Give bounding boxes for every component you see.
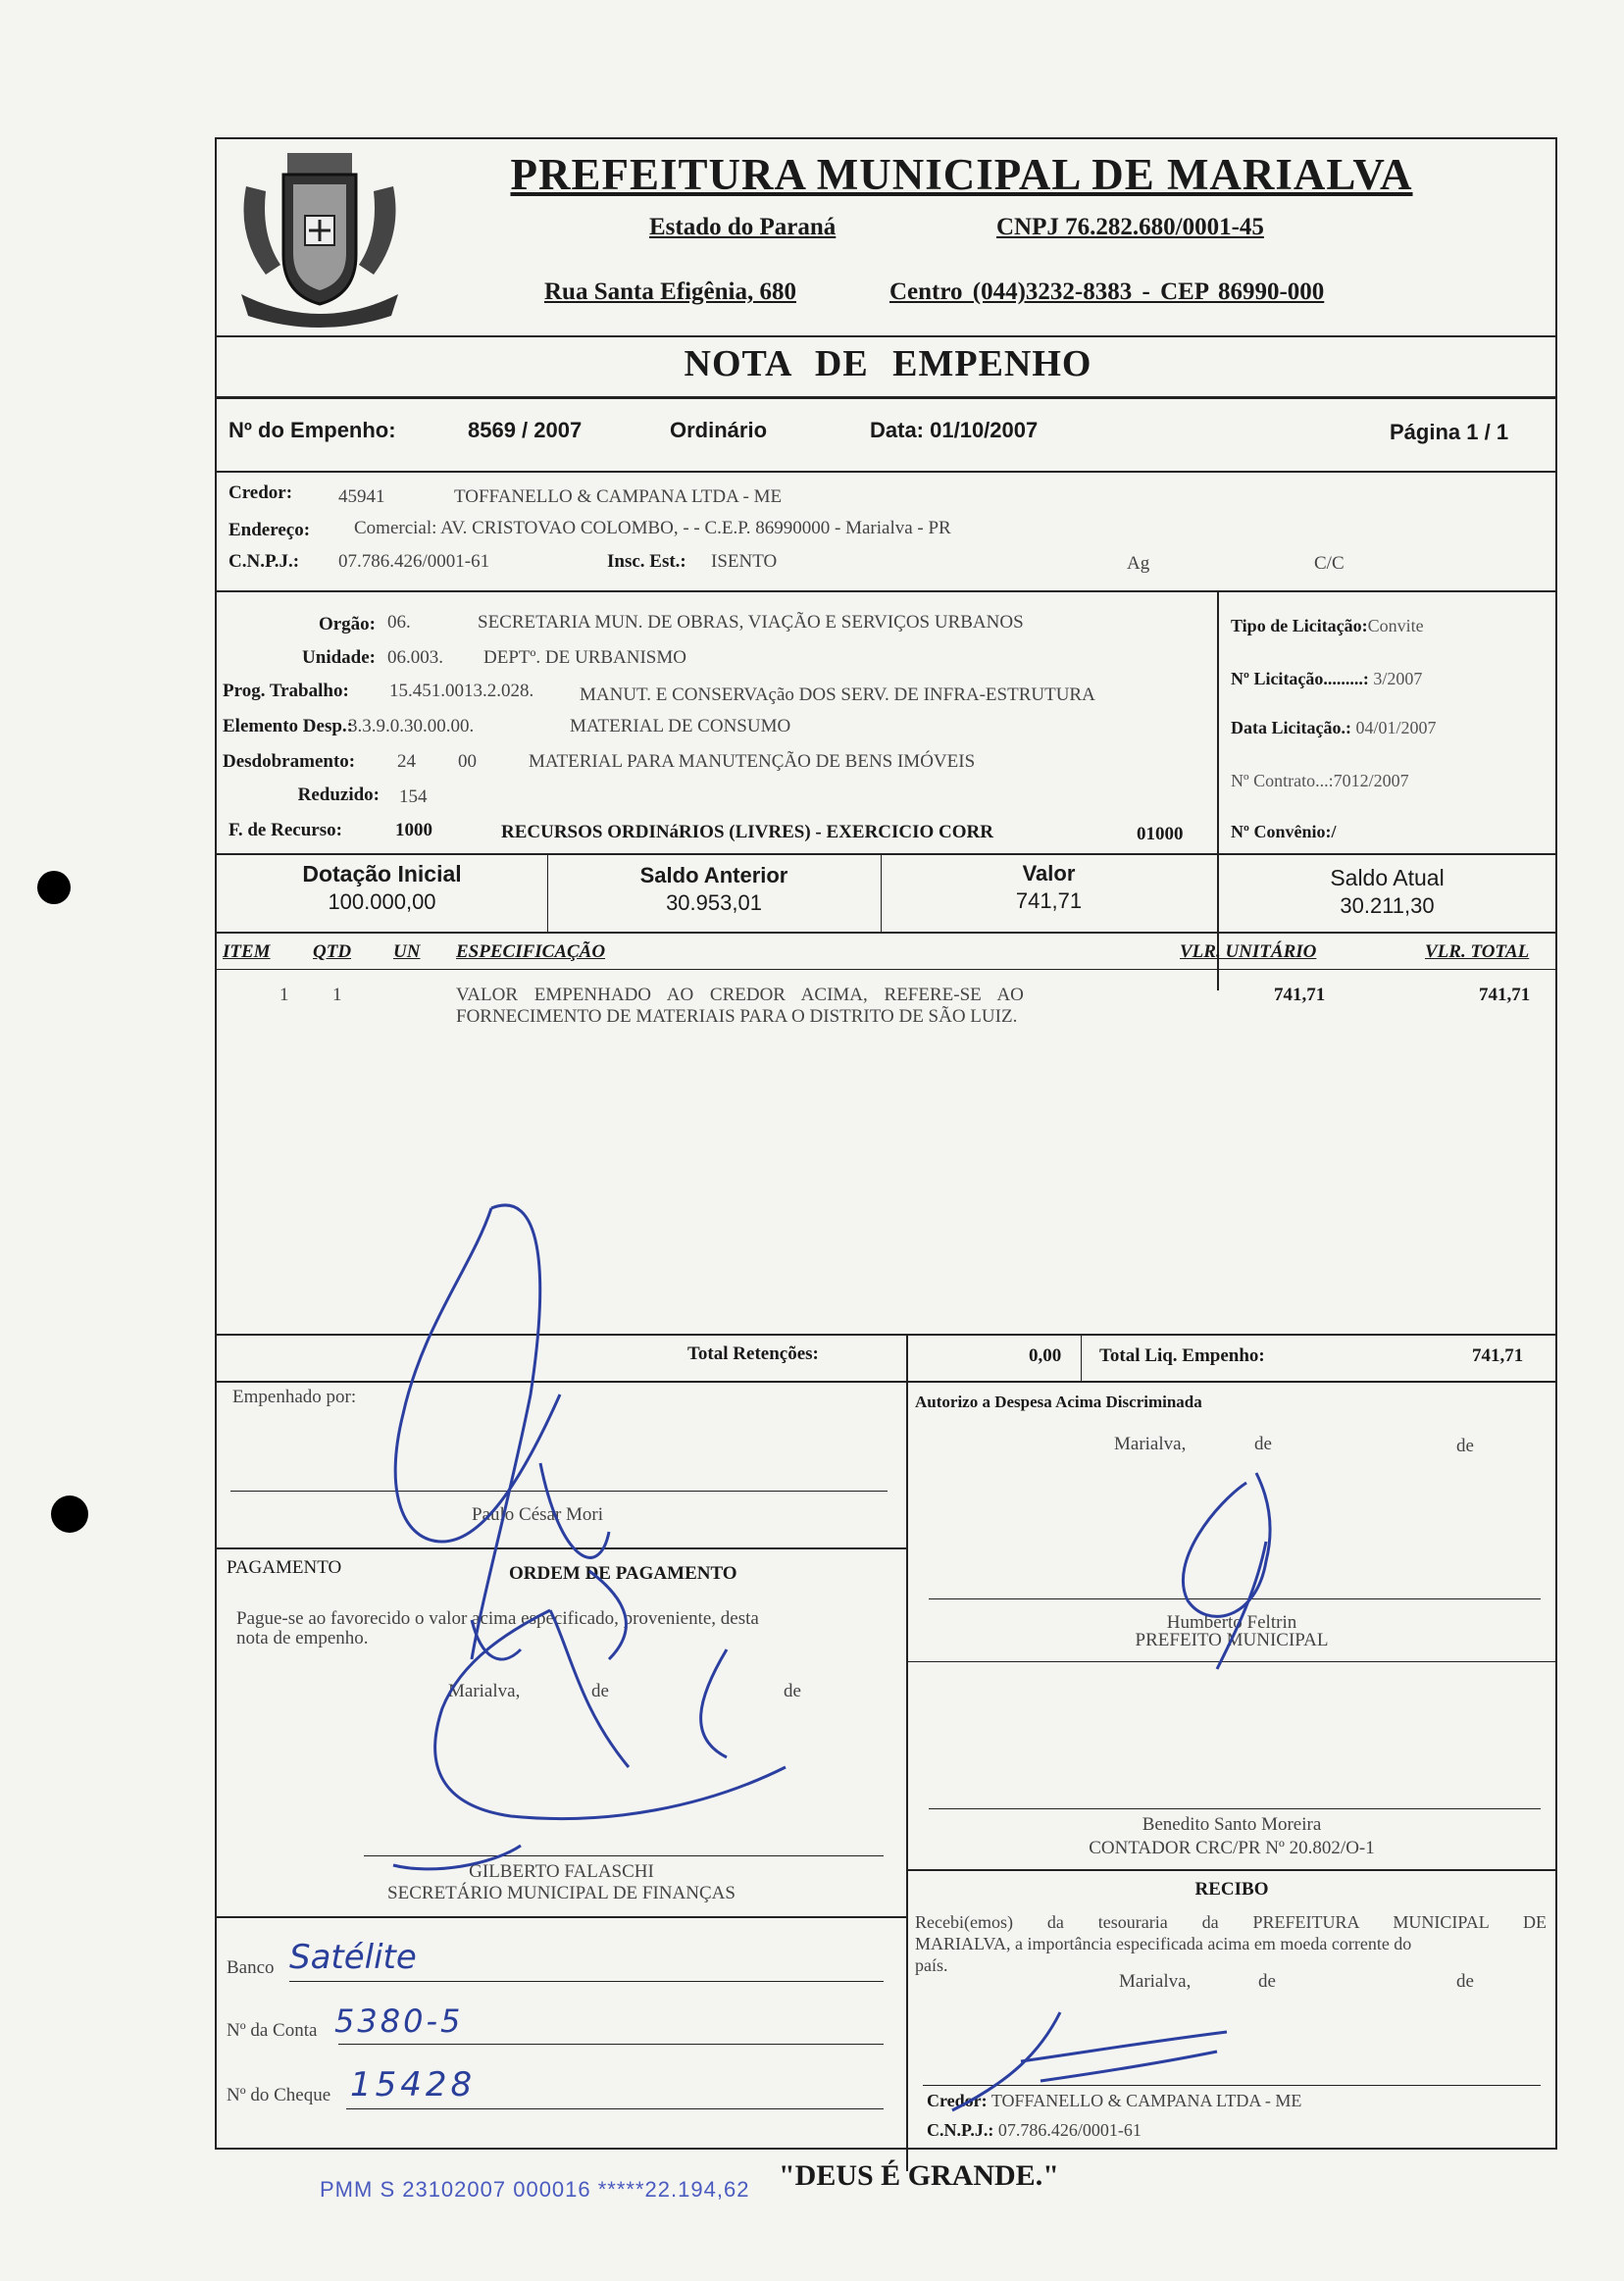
autorizo-de-2: de xyxy=(1456,1436,1474,1456)
nota-de-empenho-form xyxy=(215,137,1557,2150)
document-title: NOTA DE EMPENHO xyxy=(684,343,1092,384)
total-liquido-label: Total Liq. Empenho: xyxy=(1099,1345,1265,1366)
recibo-place: Marialva, xyxy=(1119,1971,1192,1992)
col-vlr-total-header: VLR. TOTAL xyxy=(1425,941,1530,962)
col-especificacao-header: ESPECIFICAÇÃO xyxy=(456,941,606,962)
item-description-line-1: VALOR EMPENHADO AO CREDOR ACIMA, REFERE-SE AO xyxy=(456,985,1024,1005)
municipality-contact: Centro (044)3232-8383 - CEP 86990-000 xyxy=(889,279,1325,305)
elemento-label: Elemento Desp.: xyxy=(223,716,353,736)
empenhado-por-name: Paulo César Mori xyxy=(472,1504,604,1525)
item-qtd: 1 xyxy=(332,985,342,1005)
credor-address: Comercial: AV. CRISTOVAO COLOMBO, - - C.E.P. 86990000 - Marialva - PR xyxy=(354,518,951,538)
total-liquido-value: 741,71 xyxy=(1472,1345,1524,1366)
table-row xyxy=(217,985,1557,1043)
pague-se-line-2: nota de empenho. xyxy=(236,1628,369,1648)
credor-cnpj-label: C.N.P.J.: xyxy=(228,551,300,572)
banco-label: Banco xyxy=(227,1957,275,1978)
elemento-code: 3.3.9.0.30.00.00. xyxy=(348,716,475,736)
orgao-code: 06. xyxy=(387,612,411,633)
insc-value: ISENTO xyxy=(711,551,778,572)
item-number: 1 xyxy=(279,985,289,1005)
page-indicator: Página 1 / 1 xyxy=(1390,420,1509,444)
secretario-title: SECRETÁRIO MUNICIPAL DE FINANÇAS xyxy=(387,1883,736,1903)
unidade-label: Unidade: xyxy=(302,647,376,668)
desdobramento-b: 00 xyxy=(458,751,477,772)
banco-value: Satélite xyxy=(289,1938,417,1977)
desdobramento-name: MATERIAL PARA MANUTENÇÃO DE BENS IMÓVEIS xyxy=(529,751,976,772)
recibo-line-1: Recebi(emos) da tesouraria da PREFEITURA MUNICIPAL DE xyxy=(915,1912,1547,1932)
signature-gilberto-falaschi xyxy=(315,1512,825,1885)
secretario-name: GILBERTO FALASCHI xyxy=(469,1861,654,1882)
item-total-value: 741,71 xyxy=(1479,985,1531,1005)
credor-name: TOFFANELLO & CAMPANA LTDA - ME xyxy=(454,486,783,507)
recibo-de-1: de xyxy=(1258,1971,1276,1992)
col-un-header: UN xyxy=(393,941,421,962)
pague-se-line-1: Pague-se ao favorecido o valor acima especificado, proveniente, desta xyxy=(236,1608,759,1629)
reduzido-value: 154 xyxy=(399,786,428,807)
desdobramento-a: 24 xyxy=(397,751,416,772)
ordem-de-2: de xyxy=(784,1681,801,1701)
numero-licitacao: Nº Licitação.........: 3/2007 xyxy=(1231,669,1423,688)
saldo-atual: Saldo Atual 30.211,30 xyxy=(1330,865,1445,918)
orgao-label: Orgão: xyxy=(318,614,376,634)
footer-motto: "DEUS É GRANDE." xyxy=(779,2159,1059,2192)
prefeito-name: Humberto Feltrin xyxy=(1166,1612,1297,1633)
empenho-number-label: Nº do Empenho: xyxy=(228,418,396,442)
credor-cnpj: 07.786.426/0001-61 xyxy=(338,551,490,572)
prefeito-title: PREFEITO MUNICIPAL xyxy=(1135,1630,1329,1650)
empenho-date: Data: 01/10/2007 xyxy=(870,418,1039,442)
recibo-de-2: de xyxy=(1456,1971,1474,1992)
signature-humberto-feltrin xyxy=(1148,1444,1345,1679)
total-retencoes-value: 0,00 xyxy=(1029,1345,1062,1366)
prog-code: 15.451.0013.2.028. xyxy=(389,681,534,701)
prog-label: Prog. Trabalho: xyxy=(223,681,349,701)
recibo-cnpj: C.N.P.J.: 07.786.426/0001-61 xyxy=(927,2120,1142,2140)
contador-name: Benedito Santo Moreira xyxy=(1142,1814,1322,1835)
signature-credor xyxy=(933,1993,1246,2130)
recurso-name: RECURSOS ORDINáRIOS (LIVRES) - EXERCICIO CORR xyxy=(501,822,993,842)
recibo-line-3: país. xyxy=(915,1955,948,1975)
col-vlr-unitario-header: VLR. UNITÁRIO xyxy=(1180,941,1317,962)
pagamento-label: PAGAMENTO xyxy=(227,1557,342,1578)
unidade-name: DEPTº. DE URBANISMO xyxy=(483,647,686,668)
ordem-de-1: de xyxy=(591,1681,609,1701)
empenho-number: 8569 / 2007 xyxy=(468,418,583,442)
conta-value: 5380-5 xyxy=(334,2002,464,2040)
item-unit-value: 741,71 xyxy=(1274,985,1326,1005)
recurso-code: 1000 xyxy=(395,820,432,840)
municipality-address: Rua Santa Efigênia, 680 xyxy=(544,279,796,305)
treasury-stamp: PMM S 23102007 000016 *****22.194,62 xyxy=(320,2177,750,2202)
cheque-label: Nº do Cheque xyxy=(227,2085,331,2105)
orgao-name: SECRETARIA MUN. DE OBRAS, VIAÇÃO E SERVIÇOS URBANOS xyxy=(478,612,1024,633)
agency-label: Ag xyxy=(1127,553,1150,574)
contador-title: CONTADOR CRC/PR Nº 20.802/O-1 xyxy=(1089,1838,1375,1858)
numero-contrato: Nº Contrato...:7012/2007 xyxy=(1231,771,1409,790)
item-description-line-2: FORNECIMENTO DE MATERIAIS PARA O DISTRITO DE SÃO LUIZ. xyxy=(456,1006,1018,1027)
recibo-credor: Credor: TOFFANELLO & CAMPANA LTDA - ME xyxy=(927,2091,1302,2110)
state-name: Estado do Paraná xyxy=(649,214,837,240)
saldo-dotacao-inicial: Dotação Inicial 100.000,00 xyxy=(302,861,462,914)
punch-hole-bottom xyxy=(51,1495,88,1533)
tipo-licitacao: Tipo de Licitação:Convite xyxy=(1231,616,1424,635)
empenho-type: Ordinário xyxy=(670,418,768,442)
recibo-title: RECIBO xyxy=(1194,1879,1269,1900)
autorizo-de-1: de xyxy=(1254,1434,1272,1454)
recibo-line-2: MARIALVA, a importância especificada acima em moeda corrente do xyxy=(915,1934,1412,1953)
conta-label: Nº da Conta xyxy=(227,2020,318,2041)
account-label: C/C xyxy=(1314,553,1345,574)
data-licitacao: Data Licitação.: 04/01/2007 xyxy=(1231,718,1437,737)
empenhado-por-label: Empenhado por: xyxy=(232,1387,357,1407)
numero-convenio: Nº Convênio:/ xyxy=(1231,822,1337,841)
insc-label: Insc. Est.: xyxy=(607,551,686,572)
col-qtd-header: QTD xyxy=(313,941,352,962)
prog-name: MANUT. E CONSERVAção DOS SERV. DE INFRA-ESTRUTURA xyxy=(580,684,1095,705)
municipality-title: PREFEITURA MUNICIPAL DE MARIALVA xyxy=(510,150,1413,199)
total-retencoes-label: Total Retenções: xyxy=(687,1343,819,1364)
saldo-anterior: Saldo Anterior 30.953,01 xyxy=(639,863,788,915)
unidade-code: 06.003. xyxy=(387,647,443,668)
ordem-place: Marialva, xyxy=(448,1681,521,1701)
recurso-number: 01000 xyxy=(1137,824,1184,844)
elemento-name: MATERIAL DE CONSUMO xyxy=(570,716,791,736)
reduzido-label: Reduzido: xyxy=(297,785,380,805)
endereco-label: Endereço: xyxy=(228,520,311,540)
municipality-cnpj: CNPJ 76.282.680/0001-45 xyxy=(996,214,1264,240)
col-item-header: ITEM xyxy=(223,941,271,962)
punch-hole-top xyxy=(37,871,71,904)
credor-label: Credor: xyxy=(228,482,293,503)
autorizo-label: Autorizo a Despesa Acima Discriminada xyxy=(915,1393,1202,1411)
recurso-label: F. de Recurso: xyxy=(228,820,342,840)
valor: Valor 741,71 xyxy=(1015,861,1083,913)
credor-code: 45941 xyxy=(338,486,385,507)
desdobramento-label: Desdobramento: xyxy=(223,751,356,772)
autorizo-place: Marialva, xyxy=(1114,1434,1187,1454)
cheque-value: 15428 xyxy=(350,2065,477,2104)
ordem-pagamento-label: ORDEM DE PAGAMENTO xyxy=(509,1563,737,1584)
